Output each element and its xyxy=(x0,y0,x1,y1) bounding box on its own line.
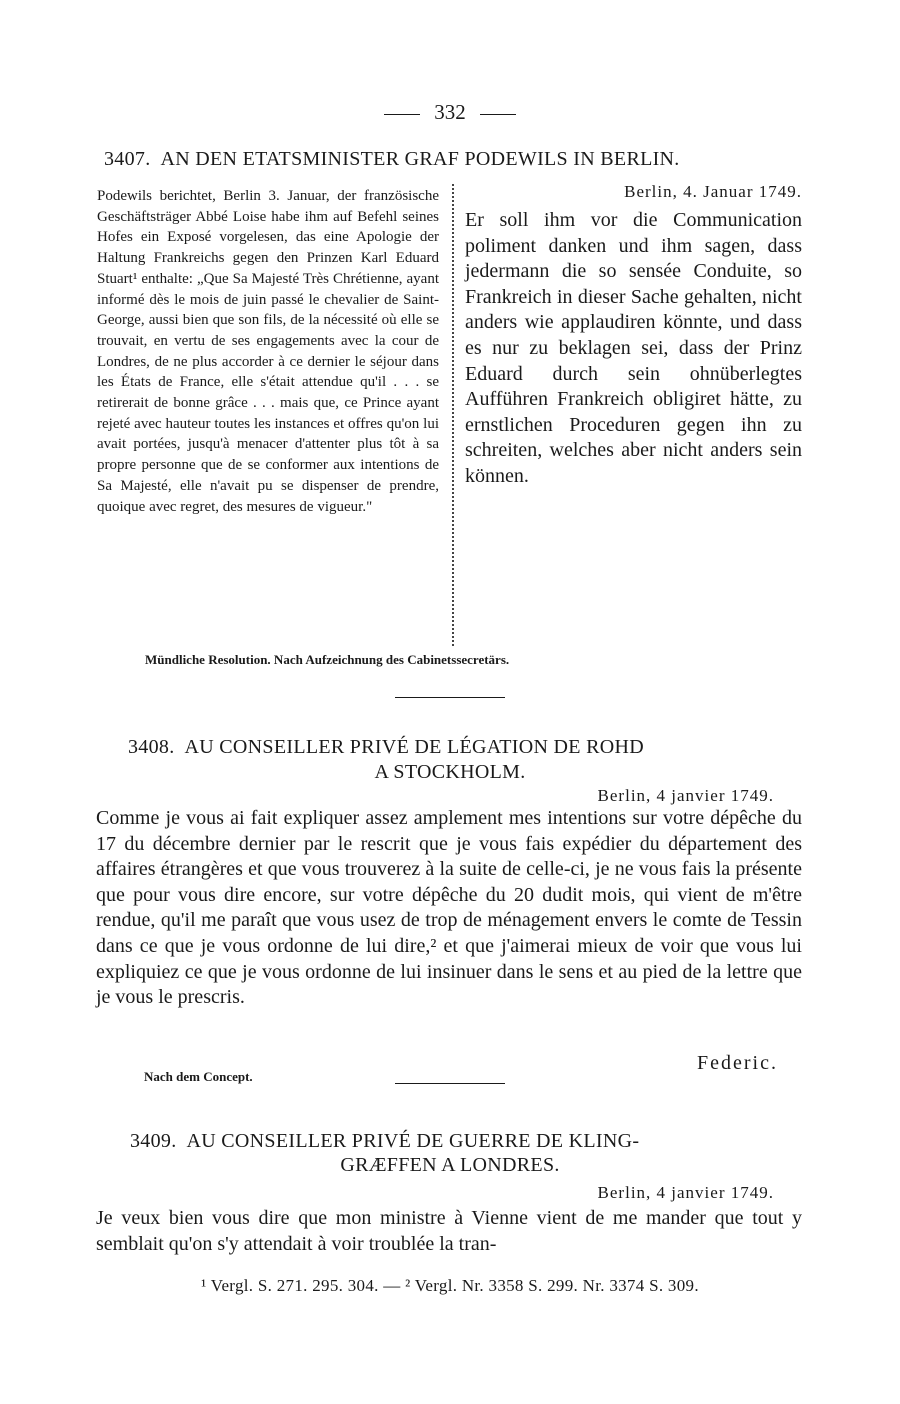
source-note: Mündliche Resolution. Nach Aufzeichnung des Cabinetssecretärs. xyxy=(145,652,510,667)
footnotes: ¹ Vergl. S. 271. 295. 304. — ² Vergl. Nr. 3358 S. 299. Nr. 3374 S. 309. xyxy=(201,1276,699,1295)
source-note: Nach dem Concept. xyxy=(144,1069,253,1084)
letter-body: Er soll ihm vor die Communication poliment danken und ihm sagen, dass jedermann die so sensée Conduite, so Frankreich in dieser Sache gehalten, nicht anders wie applaudiren könnte, und dass es nur zu beklagen sei, dass der Prinz Eduard durch sein ohnüberlegtes Aufführen Frankreich obligiret hätte, zu ernstlichen Proceduren gegen ihn zu schreiten, welches aber nicht anders sein können. xyxy=(465,209,802,487)
letter-3409-body xyxy=(96,1206,802,1257)
letter-number: 3408. xyxy=(128,736,175,758)
letter-title-line1: AU CONSEILLER PRIVÉ DE LÉGATION DE ROHD xyxy=(184,736,644,758)
letter-number: 3407. xyxy=(104,148,151,170)
page-number-text: 332 xyxy=(434,100,466,124)
dateline: Berlin, 4. Januar 1749. xyxy=(624,182,802,201)
page-number xyxy=(0,100,900,125)
letter-3407-reply xyxy=(465,182,802,490)
letter-3408-body xyxy=(96,806,802,1011)
letter-title-line2: GRÆFFEN A LONDRES. xyxy=(340,1154,560,1176)
page-number-dash-left xyxy=(384,114,420,115)
dateline: Berlin, 4 janvier 1749. xyxy=(597,786,774,805)
letter-title: AN DEN ETATSMINISTER GRAF PODEWILS IN BERLIN. xyxy=(160,148,680,170)
signature: Federic. xyxy=(697,1052,778,1074)
letter-3408-heading xyxy=(128,736,644,759)
summary-text: Podewils berichtet, Berlin 3. Januar, der französische Geschäftsträger Abbé Loise habe ihm auf Befehl seines Hofes ein Exposé vorgelesen, das eine Apologie der Haltung Frankreichs gegen den Prinzen Karl Eduard Stuart¹ enthalte: „Que Sa Majesté Très Chrétienne, ayant informé dès le mois de juin passé le chevalier de Saint-George, aussi bien que son fils, de la nécessité où elle se trouvait, en vertu de ses engagements avec la cour de Londres, de ne plus accorder à ce dernier le séjour dans les États de France, elle s'était attendue qu'il . . . se retirerait de bonne grâce . . . mais que, ce Prince ayant rejeté avec hauteur toutes les instances et offres qu'on lui avait portées, jusqu'à menacer d'attenter plus tôt à sa propre personne que de se conformer aux intentions de Sa Majesté, elle n'avait pu se dispenser de prendre, quoique avec regret, des mesures de vigueur." xyxy=(97,188,439,515)
letter-number: 3409. xyxy=(130,1130,177,1152)
letter-body: Je veux bien vous dire que mon ministre à Vienne vient de me mander que tout y semblait qu'on s'y attendait à voir troublée la tran- xyxy=(96,1207,802,1255)
dateline: Berlin, 4 janvier 1749. xyxy=(597,1183,774,1202)
section-rule xyxy=(395,1083,505,1084)
letter-3407-heading xyxy=(104,148,680,171)
letter-3407-summary xyxy=(97,186,439,517)
section-rule xyxy=(395,697,505,698)
letter-title-line1: AU CONSEILLER PRIVÉ DE GUERRE DE KLING- xyxy=(186,1130,640,1152)
letter-body: Comme je vous ai fait expliquer assez amplement mes intentions sur votre dépêche du 17 du décembre dernier par le rescrit que je vous fais expédier du département des affaires étrangères et que vous trouverez à la suite de celle-ci, je ne vous fais la présente que pour vous dire encore, sur votre dépêche du 20 dudit mois, qui vient de m'être rendue, qu'il me paraît que vous usez de trop de ménagement envers le comte de Tessin dans ce que je vous ordonne de lui dire,² et que j'aimerai mieux de voir que vous lui expliquiez ce que je vous ordonne de lui insinuer dans le sens et au pied de la lettre que je vous le prescris. xyxy=(96,807,802,1009)
letter-3409-heading xyxy=(130,1130,639,1153)
page-number-dash-right xyxy=(480,114,516,115)
column-divider xyxy=(452,184,454,646)
letter-title-line2: A STOCKHOLM. xyxy=(374,761,526,783)
